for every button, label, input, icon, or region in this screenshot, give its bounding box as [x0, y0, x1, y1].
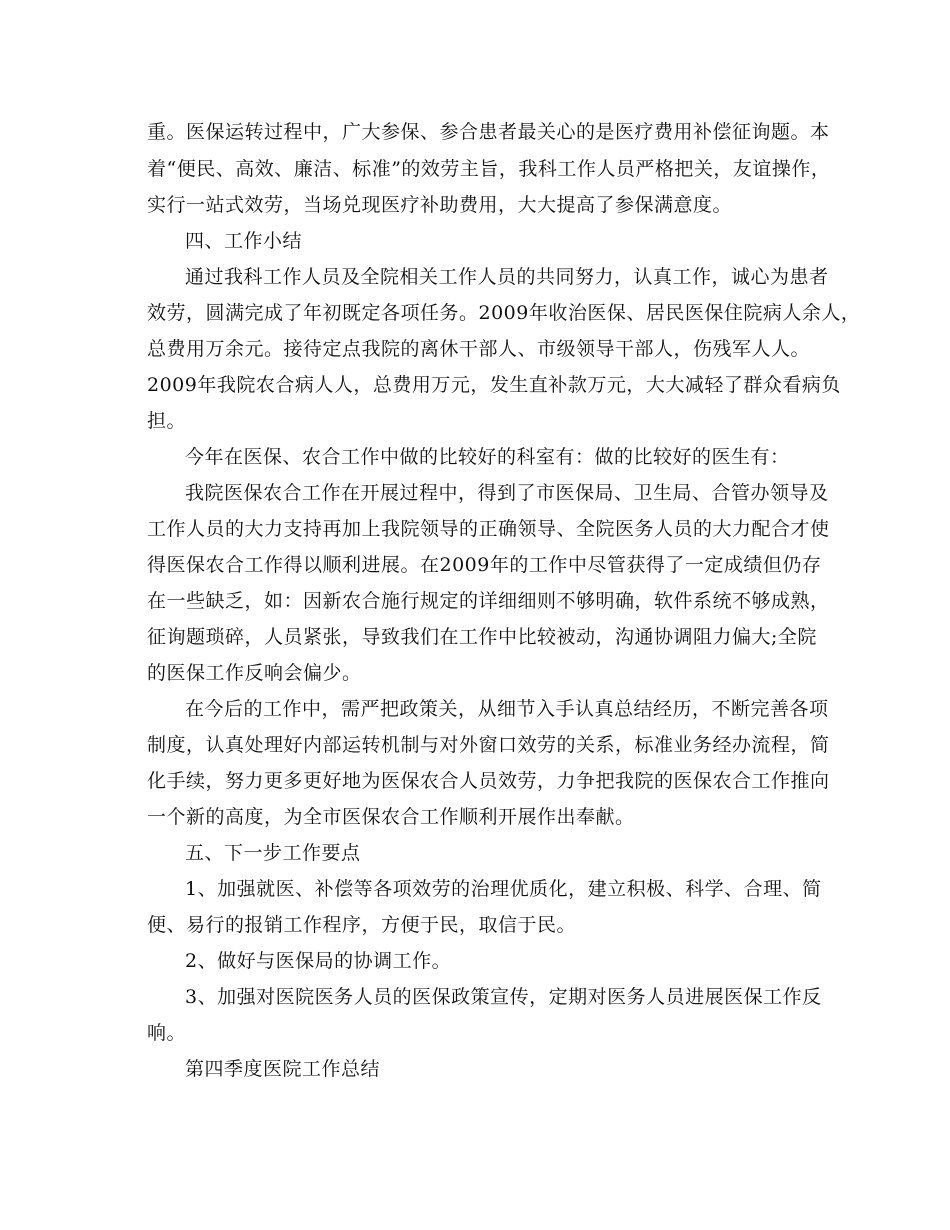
text-line: 的医保工作反响会偏少。: [147, 662, 362, 684]
text-line: 得医保农合工作得以顺利进展。在2009年的工作中尽管获得了一定成绩但仍存: [147, 554, 822, 576]
text-line: 效劳，圆满完成了年初既定各项任务。2009年收治医保、居民医保住院病人余人，: [147, 302, 861, 324]
text-line: 2、做好与医保局的协调工作。: [185, 950, 452, 972]
text-line: 征询题琐碎，人员紧张，导致我们在工作中比较被动，沟通协调阻力偏大;全院: [147, 626, 817, 648]
text-line: 在一些缺乏，如：因新农合施行规定的详细细则不够明确，软件系统不够成熟，: [147, 590, 830, 612]
text-line: 担。: [147, 410, 187, 432]
text-line: 3、加强对医院医务人员的医保政策宣传，定期对医务人员进展医保工作反: [185, 986, 822, 1008]
text-line: 一个新的高度，为全市医保农合工作顺利开展作出奉献。: [147, 806, 635, 828]
section-heading: 四、工作小结: [185, 230, 303, 252]
text-line: 通过我科工作人员及全院相关工作人员的共同努力，认真工作，诚心为患者: [185, 266, 829, 288]
text-line: 着“便民、高效、廉洁、标准”的效劳主旨，我科工作人员严格把关，友谊操作，: [147, 158, 831, 180]
text-line: 2009年我院农合病人人，总费用万元，发生直补款万元，大大减轻了群众看病负: [147, 374, 841, 396]
text-line: 化手续，努力更多更好地为医保农合人员效劳，力争把我院的医保农合工作推向: [147, 770, 830, 792]
section-heading: 第四季度医院工作总结: [185, 1058, 381, 1080]
text-line: 总费用万余元。接待定点我院的离休干部人、市级领导干部人，伤残军人人。: [147, 338, 811, 360]
text-line: 便、易行的报销工作程序，方便于民，取信于民。: [147, 914, 577, 936]
text-line: 我院医保农合工作在开展过程中，得到了市医保局、卫生局、合管办领导及: [185, 482, 829, 504]
text-line: 今年在医保、农合工作中做的比较好的科室有：做的比较好的医生有：: [185, 446, 790, 468]
text-line: 制度，认真处理好内部运转机制与对外窗口效劳的关系，标准业务经办流程，简: [147, 734, 830, 756]
text-line: 实行一站式效劳，当场兑现医疗补助费用，大大提高了参保满意度。: [147, 194, 733, 216]
text-line: 工作人员的大力支持再加上我院领导的正确领导、全院医务人员的大力配合才使: [147, 518, 830, 540]
text-line: 1、加强就医、补偿等各项效劳的治理优质化，建立积极、科学、合理、简: [185, 878, 822, 900]
section-heading: 五、下一步工作要点: [185, 842, 361, 864]
text-line: 在今后的工作中，需严把政策关，从细节入手认真总结经历，不断完善各项: [185, 698, 829, 720]
text-line: 响。: [147, 1022, 187, 1044]
text-line: 重。医保运转过程中，广大参保、参合患者最关心的是医疗费用补偿征询题。本: [147, 121, 830, 143]
